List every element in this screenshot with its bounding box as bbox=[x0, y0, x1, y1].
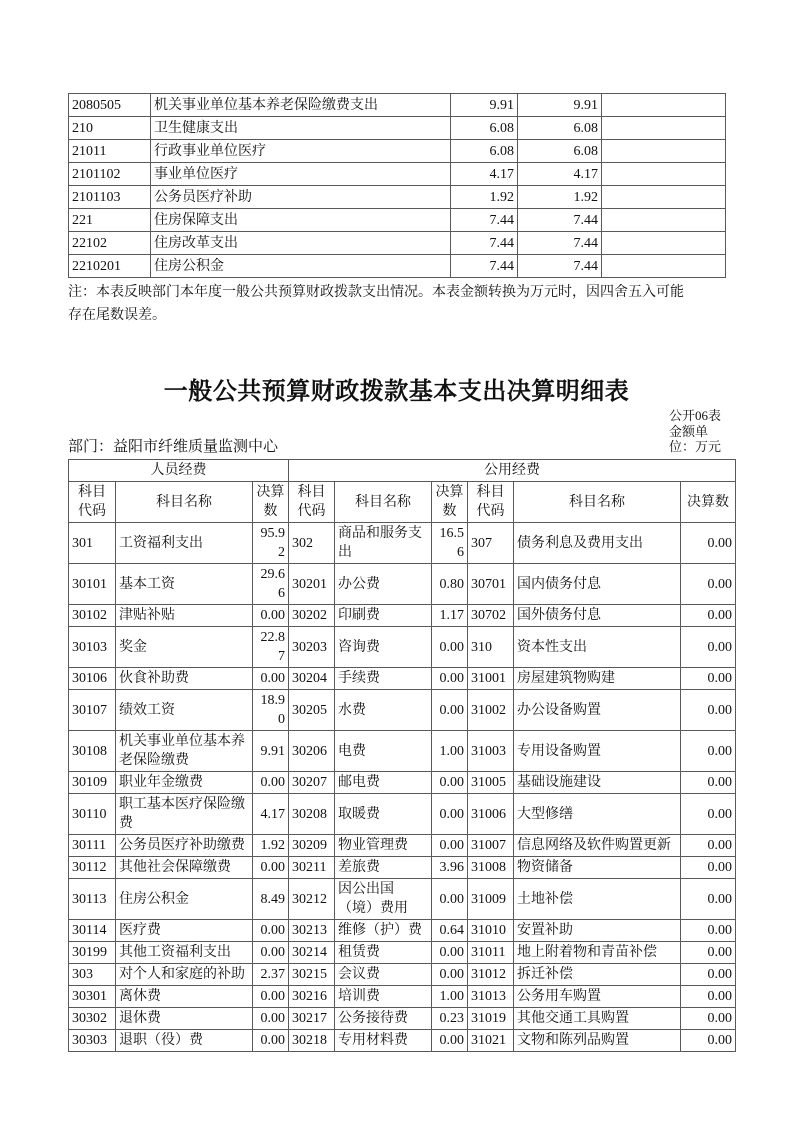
statement-title: 一般公共预算财政拨款基本支出决算明细表 bbox=[163, 379, 630, 405]
subject-code-cell: 31005 bbox=[468, 772, 514, 794]
subject-code-cell: 30207 bbox=[289, 772, 335, 794]
subject-name-cell: 公务接待费 bbox=[335, 1008, 432, 1030]
table-row bbox=[69, 163, 726, 186]
subject-code-cell: 31011 bbox=[468, 942, 514, 964]
subject-name-cell: 信息网络及软件购置更新 bbox=[514, 835, 681, 857]
subject-name-cell: 资本性支出 bbox=[514, 627, 681, 668]
table-row bbox=[69, 605, 736, 627]
final-amount-cell: 16.56 bbox=[432, 523, 468, 564]
subject-name-cell: 安置补助 bbox=[514, 920, 681, 942]
subject-name-cell: 对个人和家庭的补助 bbox=[116, 964, 253, 986]
empty-cell bbox=[602, 163, 726, 186]
subject-code-cell: 2080505 bbox=[69, 94, 151, 117]
subject-code-cell: 30102 bbox=[69, 605, 116, 627]
subject-name-cell: 津贴补贴 bbox=[116, 605, 253, 627]
final-amount-cell: 1.00 bbox=[432, 986, 468, 1008]
column-header-subject-code: 科目代码 bbox=[468, 482, 514, 523]
column-header-final-amount: 决算数 bbox=[432, 482, 468, 523]
table-row bbox=[69, 986, 736, 1008]
amount-cell: 6.08 bbox=[518, 140, 602, 163]
subject-name-cell: 物业管理费 bbox=[335, 835, 432, 857]
subject-name-cell: 维修（护）费 bbox=[335, 920, 432, 942]
final-amount-cell: 0.00 bbox=[681, 794, 736, 835]
subject-name-cell: 奖金 bbox=[116, 627, 253, 668]
subject-code-cell: 31002 bbox=[468, 690, 514, 731]
final-amount-cell: 0.00 bbox=[681, 772, 736, 794]
table-row bbox=[69, 627, 736, 668]
subject-name-cell: 水费 bbox=[335, 690, 432, 731]
subject-code-cell: 30199 bbox=[69, 942, 116, 964]
final-amount-cell: 1.92 bbox=[253, 835, 289, 857]
final-amount-cell: 0.64 bbox=[432, 920, 468, 942]
subject-name-cell: 卫生健康支出 bbox=[151, 117, 451, 140]
subject-name-cell: 住房改革支出 bbox=[151, 232, 451, 255]
table-row bbox=[69, 1030, 736, 1052]
empty-cell bbox=[602, 255, 726, 278]
final-amount-cell: 0.23 bbox=[432, 1008, 468, 1030]
final-amount-cell: 0.00 bbox=[681, 920, 736, 942]
table-row bbox=[69, 920, 736, 942]
table-row bbox=[69, 255, 726, 278]
amount-cell: 6.08 bbox=[518, 117, 602, 140]
amount-cell: 9.91 bbox=[451, 94, 518, 117]
group-header-row bbox=[69, 460, 736, 482]
table-row bbox=[69, 523, 736, 564]
final-amount-cell: 0.00 bbox=[253, 986, 289, 1008]
subject-code-cell: 30204 bbox=[289, 668, 335, 690]
final-amount-cell: 0.00 bbox=[253, 1008, 289, 1030]
amount-cell: 6.08 bbox=[451, 117, 518, 140]
subject-code-cell: 307 bbox=[468, 523, 514, 564]
subject-name-cell: 职业年金缴费 bbox=[116, 772, 253, 794]
table-row bbox=[69, 186, 726, 209]
subject-code-cell: 2101103 bbox=[69, 186, 151, 209]
subject-code-cell: 210 bbox=[69, 117, 151, 140]
column-header-subject-name: 科目名称 bbox=[116, 482, 253, 523]
subject-code-cell: 30206 bbox=[289, 731, 335, 772]
subject-name-cell: 房屋建筑物购建 bbox=[514, 668, 681, 690]
column-header-row bbox=[69, 482, 736, 523]
final-amount-cell: 0.00 bbox=[432, 835, 468, 857]
table-row bbox=[69, 964, 736, 986]
basic-expenditure-detail-table bbox=[68, 459, 736, 1052]
empty-cell bbox=[602, 209, 726, 232]
subject-name-cell: 公务员医疗补助 bbox=[151, 186, 451, 209]
subject-name-cell: 机关事业单位基本养老保险缴费支出 bbox=[151, 94, 451, 117]
subject-code-cell: 30302 bbox=[69, 1008, 116, 1030]
final-amount-cell: 0.00 bbox=[681, 1008, 736, 1030]
budget-expenditure-continuation-table bbox=[68, 93, 726, 278]
subject-name-cell: 印刷费 bbox=[335, 605, 432, 627]
subject-name-cell: 地上附着物和青苗补偿 bbox=[514, 942, 681, 964]
final-amount-cell: 0.00 bbox=[432, 1030, 468, 1052]
subject-code-cell: 30110 bbox=[69, 794, 116, 835]
subject-code-cell: 30112 bbox=[69, 857, 116, 879]
subject-name-cell: 办公费 bbox=[335, 564, 432, 605]
subject-name-cell: 职工基本医疗保险缴费 bbox=[116, 794, 253, 835]
table-row bbox=[69, 668, 736, 690]
subject-name-cell: 差旅费 bbox=[335, 857, 432, 879]
subject-code-cell: 30113 bbox=[69, 879, 116, 920]
subject-name-cell: 公务用车购置 bbox=[514, 986, 681, 1008]
subject-name-cell: 拆迁补偿 bbox=[514, 964, 681, 986]
subject-name-cell: 咨询费 bbox=[335, 627, 432, 668]
subject-code-cell: 31013 bbox=[468, 986, 514, 1008]
table-row bbox=[69, 232, 726, 255]
final-amount-cell: 0.00 bbox=[681, 1030, 736, 1052]
subject-name-cell: 医疗费 bbox=[116, 920, 253, 942]
amount-cell: 7.44 bbox=[451, 255, 518, 278]
final-amount-cell: 0.00 bbox=[432, 964, 468, 986]
table-row bbox=[69, 564, 736, 605]
subject-code-cell: 30215 bbox=[289, 964, 335, 986]
subject-code-cell: 302 bbox=[289, 523, 335, 564]
subject-code-cell: 30201 bbox=[289, 564, 335, 605]
subject-name-cell: 住房公积金 bbox=[151, 255, 451, 278]
final-amount-cell: 0.80 bbox=[432, 564, 468, 605]
subject-code-cell: 30203 bbox=[289, 627, 335, 668]
final-amount-cell: 0.00 bbox=[253, 605, 289, 627]
final-amount-cell: 0.00 bbox=[253, 772, 289, 794]
detail-table-body bbox=[69, 523, 736, 1052]
table-row bbox=[69, 1008, 736, 1030]
final-amount-cell: 0.00 bbox=[253, 857, 289, 879]
subject-code-cell: 30106 bbox=[69, 668, 116, 690]
final-amount-cell: 0.00 bbox=[681, 690, 736, 731]
subject-code-cell: 30108 bbox=[69, 731, 116, 772]
column-header-subject-name: 科目名称 bbox=[335, 482, 432, 523]
amount-cell: 9.91 bbox=[518, 94, 602, 117]
subject-code-cell: 30101 bbox=[69, 564, 116, 605]
department-line: 部门：益阳市纤维质量监测中心 bbox=[68, 439, 279, 455]
final-amount-cell: 0.00 bbox=[681, 564, 736, 605]
subject-name-cell: 物资储备 bbox=[514, 857, 681, 879]
subject-name-cell: 手续费 bbox=[335, 668, 432, 690]
subject-code-cell: 301 bbox=[69, 523, 116, 564]
final-amount-cell: 0.00 bbox=[681, 942, 736, 964]
subject-code-cell: 30217 bbox=[289, 1008, 335, 1030]
subject-code-cell: 31008 bbox=[468, 857, 514, 879]
group-header-personnel: 人员经费 bbox=[69, 460, 289, 482]
table-row bbox=[69, 94, 726, 117]
final-amount-cell: 0.00 bbox=[681, 857, 736, 879]
amount-cell: 7.44 bbox=[451, 232, 518, 255]
table-row bbox=[69, 140, 726, 163]
subject-code-cell: 30212 bbox=[289, 879, 335, 920]
final-amount-cell: 0.00 bbox=[681, 627, 736, 668]
subject-code-cell: 310 bbox=[468, 627, 514, 668]
subject-name-cell: 土地补偿 bbox=[514, 879, 681, 920]
subject-name-cell: 大型修缮 bbox=[514, 794, 681, 835]
subject-code-cell: 30103 bbox=[69, 627, 116, 668]
subject-code-cell: 22102 bbox=[69, 232, 151, 255]
subject-name-cell: 住房保障支出 bbox=[151, 209, 451, 232]
final-amount-cell: 22.87 bbox=[253, 627, 289, 668]
subject-code-cell: 31010 bbox=[468, 920, 514, 942]
table-row bbox=[69, 731, 736, 772]
final-amount-cell: 0.00 bbox=[432, 794, 468, 835]
final-amount-cell: 0.00 bbox=[681, 835, 736, 857]
subject-name-cell: 伙食补助费 bbox=[116, 668, 253, 690]
final-amount-cell: 0.00 bbox=[681, 605, 736, 627]
subject-name-cell: 取暖费 bbox=[335, 794, 432, 835]
table-row bbox=[69, 690, 736, 731]
subject-code-cell: 31006 bbox=[468, 794, 514, 835]
empty-cell bbox=[602, 232, 726, 255]
final-amount-cell: 0.00 bbox=[681, 668, 736, 690]
table-row bbox=[69, 794, 736, 835]
subject-code-cell: 30301 bbox=[69, 986, 116, 1008]
subject-code-cell: 30303 bbox=[69, 1030, 116, 1052]
final-amount-cell: 4.17 bbox=[253, 794, 289, 835]
subject-name-cell: 专用材料费 bbox=[335, 1030, 432, 1052]
subject-code-cell: 31001 bbox=[468, 668, 514, 690]
final-amount-cell: 0.00 bbox=[253, 1030, 289, 1052]
final-amount-cell: 0.00 bbox=[432, 942, 468, 964]
subject-name-cell: 办公设备购置 bbox=[514, 690, 681, 731]
subject-code-cell: 30218 bbox=[289, 1030, 335, 1052]
table-row bbox=[69, 942, 736, 964]
table-row bbox=[69, 879, 736, 920]
subject-code-cell: 31019 bbox=[468, 1008, 514, 1030]
subject-code-cell: 30216 bbox=[289, 986, 335, 1008]
empty-cell bbox=[602, 117, 726, 140]
empty-cell bbox=[602, 140, 726, 163]
subject-name-cell: 工资福利支出 bbox=[116, 523, 253, 564]
final-amount-cell: 0.00 bbox=[253, 920, 289, 942]
final-amount-cell: 0.00 bbox=[432, 668, 468, 690]
subject-name-cell: 离休费 bbox=[116, 986, 253, 1008]
column-header-subject-code: 科目代码 bbox=[69, 482, 116, 523]
statement-meta-row bbox=[68, 407, 735, 459]
final-amount-cell: 0.00 bbox=[432, 772, 468, 794]
budget-expenditure-table-body bbox=[69, 94, 726, 278]
final-amount-cell: 8.49 bbox=[253, 879, 289, 920]
final-amount-cell: 0.00 bbox=[681, 879, 736, 920]
subject-code-cell: 221 bbox=[69, 209, 151, 232]
detail-table-header bbox=[69, 460, 736, 523]
subject-name-cell: 公务员医疗补助缴费 bbox=[116, 835, 253, 857]
group-header-public: 公用经费 bbox=[289, 460, 736, 482]
subject-code-cell: 31003 bbox=[468, 731, 514, 772]
subject-name-cell: 退休费 bbox=[116, 1008, 253, 1030]
table-footnote: 注：本表反映部门本年度一般公共预算财政拨款支出情况。本表金额转换为万元时，因四舍五入可能存在尾数误差。 bbox=[68, 285, 684, 323]
subject-name-cell: 国内债务付息 bbox=[514, 564, 681, 605]
subject-code-cell: 2101102 bbox=[69, 163, 151, 186]
final-amount-cell: 3.96 bbox=[432, 857, 468, 879]
public-table-number: 公开06表 bbox=[669, 408, 722, 423]
subject-code-cell: 30701 bbox=[468, 564, 514, 605]
empty-cell bbox=[602, 186, 726, 209]
table-row bbox=[69, 835, 736, 857]
subject-name-cell: 机关事业单位基本养老保险缴费 bbox=[116, 731, 253, 772]
subject-name-cell: 基本工资 bbox=[116, 564, 253, 605]
column-header-subject-name: 科目名称 bbox=[514, 482, 681, 523]
amount-cell: 7.44 bbox=[518, 255, 602, 278]
empty-cell bbox=[602, 94, 726, 117]
subject-code-cell: 30702 bbox=[468, 605, 514, 627]
subject-name-cell: 商品和服务支出 bbox=[335, 523, 432, 564]
final-amount-cell: 1.00 bbox=[432, 731, 468, 772]
subject-code-cell: 30107 bbox=[69, 690, 116, 731]
table-row bbox=[69, 857, 736, 879]
subject-code-cell: 30209 bbox=[289, 835, 335, 857]
subject-code-cell: 30114 bbox=[69, 920, 116, 942]
subject-name-cell: 绩效工资 bbox=[116, 690, 253, 731]
subject-code-cell: 30213 bbox=[289, 920, 335, 942]
amount-cell: 4.17 bbox=[518, 163, 602, 186]
subject-name-cell: 债务利息及费用支出 bbox=[514, 523, 681, 564]
subject-name-cell: 国外债务付息 bbox=[514, 605, 681, 627]
subject-name-cell: 行政事业单位医疗 bbox=[151, 140, 451, 163]
statement-meta-block bbox=[669, 408, 729, 455]
final-amount-cell: 0.00 bbox=[253, 668, 289, 690]
amount-cell: 1.92 bbox=[518, 186, 602, 209]
subject-code-cell: 21011 bbox=[69, 140, 151, 163]
column-header-final-amount: 决算数 bbox=[681, 482, 736, 523]
final-amount-cell: 0.00 bbox=[432, 690, 468, 731]
final-amount-cell: 1.17 bbox=[432, 605, 468, 627]
subject-name-cell: 退职（役）费 bbox=[116, 1030, 253, 1052]
table-row bbox=[69, 117, 726, 140]
subject-name-cell: 其他交通工具购置 bbox=[514, 1008, 681, 1030]
final-amount-cell: 0.00 bbox=[432, 627, 468, 668]
amount-cell: 6.08 bbox=[451, 140, 518, 163]
subject-name-cell: 其他工资福利支出 bbox=[116, 942, 253, 964]
subject-name-cell: 因公出国（境）费用 bbox=[335, 879, 432, 920]
amount-unit-label: 金额单位：万元 bbox=[669, 423, 722, 454]
subject-code-cell: 30205 bbox=[289, 690, 335, 731]
final-amount-cell: 0.00 bbox=[681, 523, 736, 564]
final-amount-cell: 18.90 bbox=[253, 690, 289, 731]
subject-name-cell: 会议费 bbox=[335, 964, 432, 986]
final-amount-cell: 0.00 bbox=[432, 879, 468, 920]
final-amount-cell: 0.00 bbox=[681, 986, 736, 1008]
subject-code-cell: 31007 bbox=[468, 835, 514, 857]
final-amount-cell: 0.00 bbox=[681, 731, 736, 772]
column-header-final-amount: 决算数 bbox=[253, 482, 289, 523]
subject-name-cell: 住房公积金 bbox=[116, 879, 253, 920]
subject-code-cell: 31009 bbox=[468, 879, 514, 920]
subject-name-cell: 租赁费 bbox=[335, 942, 432, 964]
subject-code-cell: 31021 bbox=[468, 1030, 514, 1052]
subject-name-cell: 其他社会保障缴费 bbox=[116, 857, 253, 879]
subject-code-cell: 2210201 bbox=[69, 255, 151, 278]
subject-name-cell: 邮电费 bbox=[335, 772, 432, 794]
subject-code-cell: 30111 bbox=[69, 835, 116, 857]
subject-code-cell: 30109 bbox=[69, 772, 116, 794]
subject-code-cell: 303 bbox=[69, 964, 116, 986]
final-amount-cell: 95.92 bbox=[253, 523, 289, 564]
final-amount-cell: 9.91 bbox=[253, 731, 289, 772]
subject-code-cell: 30211 bbox=[289, 857, 335, 879]
amount-cell: 7.44 bbox=[518, 209, 602, 232]
subject-code-cell: 30214 bbox=[289, 942, 335, 964]
table-row bbox=[69, 209, 726, 232]
column-header-subject-code: 科目代码 bbox=[289, 482, 335, 523]
subject-code-cell: 30208 bbox=[289, 794, 335, 835]
table-row bbox=[69, 772, 736, 794]
final-amount-cell: 29.66 bbox=[253, 564, 289, 605]
final-amount-cell: 0.00 bbox=[253, 942, 289, 964]
subject-name-cell: 培训费 bbox=[335, 986, 432, 1008]
subject-code-cell: 30202 bbox=[289, 605, 335, 627]
final-amount-cell: 2.37 bbox=[253, 964, 289, 986]
amount-cell: 7.44 bbox=[451, 209, 518, 232]
subject-name-cell: 文物和陈列品购置 bbox=[514, 1030, 681, 1052]
subject-code-cell: 31012 bbox=[468, 964, 514, 986]
final-amount-cell: 0.00 bbox=[681, 964, 736, 986]
subject-name-cell: 事业单位医疗 bbox=[151, 163, 451, 186]
subject-name-cell: 电费 bbox=[335, 731, 432, 772]
subject-name-cell: 专用设备购置 bbox=[514, 731, 681, 772]
amount-cell: 4.17 bbox=[451, 163, 518, 186]
amount-cell: 1.92 bbox=[451, 186, 518, 209]
subject-name-cell: 基础设施建设 bbox=[514, 772, 681, 794]
amount-cell: 7.44 bbox=[518, 232, 602, 255]
